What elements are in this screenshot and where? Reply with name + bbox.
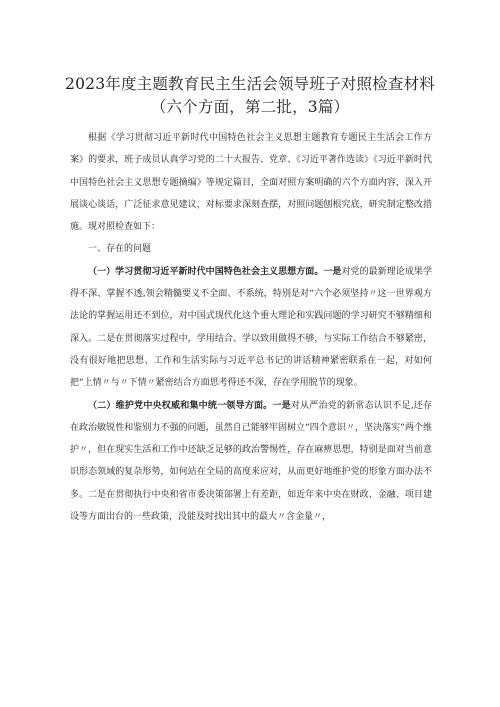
- intro-paragraph: 根据《学习贯彻习近平新时代中国特色社会主义思想主题教育专题民主生活会工作方案》的要求，班子成员认真学习党的二十大报告、党章、《习近平著作选读》《习近平新时代中国特色社会主义思想专题摘编》等规定篇目，全面对照方案明确的六个方面内容，深入开展谈心谈话，广泛征求意见建议，对标要求深刻查摆，对照问题刨根究底，研究制定整改措施。现对照检查如下：: [70, 133, 432, 233]
- document-subtitle: （六个方面，第二批，3篇）: [150, 98, 350, 116]
- section-heading: 一、存在的问题: [88, 244, 152, 255]
- problem-item-2: [70, 395, 432, 529]
- problem-item-1: [70, 261, 432, 395]
- document-title: 2023年度主题教育民主生活会领导班子对照检查材料: [65, 75, 435, 93]
- problem-item-2-heading: （二）维护党中央权威和集中统一领导方面。: [88, 400, 273, 411]
- problem-item-1-lead: 一是: [323, 266, 342, 277]
- problem-item-1-text: 对党的最新理论成果学得不深、掌握不透,领会精髓要义不全面、不系统，特别是对“六个必须坚持〃这一世界观方法论的掌握运用还不到位，对中国式现代化这个重大理论和实践问题的学习研究不够精细和深入。二是在贯彻落实过程中，学用结合、学以致用做得不够，与实际工作结合不够紧密，没有很好地把思想、工作和生活实际与习近平总书记的讲话精神紧密联系在一起，对如何把“上情〃与〃下情〃紧密结合方面思考得还不深，存在学用脱节的现象。: [70, 266, 432, 389]
- problem-item-2-lead: 一是: [272, 400, 291, 411]
- problem-item-2-text: 对从严治党的新常态认识不足,还存在政治敏锐性和鉴别力不强的问题，虽然自己能够牢固树立“四个意识〃，坚决落实“两个维护〃，但在现实生活和工作中还缺乏足够的政治警惕性，存在麻痹思想，特别是面对当前意识形态领域的复杂形势，如何站在全局的高度来应对，从而更好地维护党的形象方面办法不多。二是在贯彻执行中央和省市委决策部署上有差距，如近年来中央在财政、金融、项目建设等方面出台的一些政策，没能及时找出其中的最大〃含金量〃，: [70, 400, 432, 523]
- document-body: [70, 127, 432, 528]
- problem-item-1-heading: （一）学习贯彻习近平新时代中国特色社会主义思想方面。: [88, 266, 324, 277]
